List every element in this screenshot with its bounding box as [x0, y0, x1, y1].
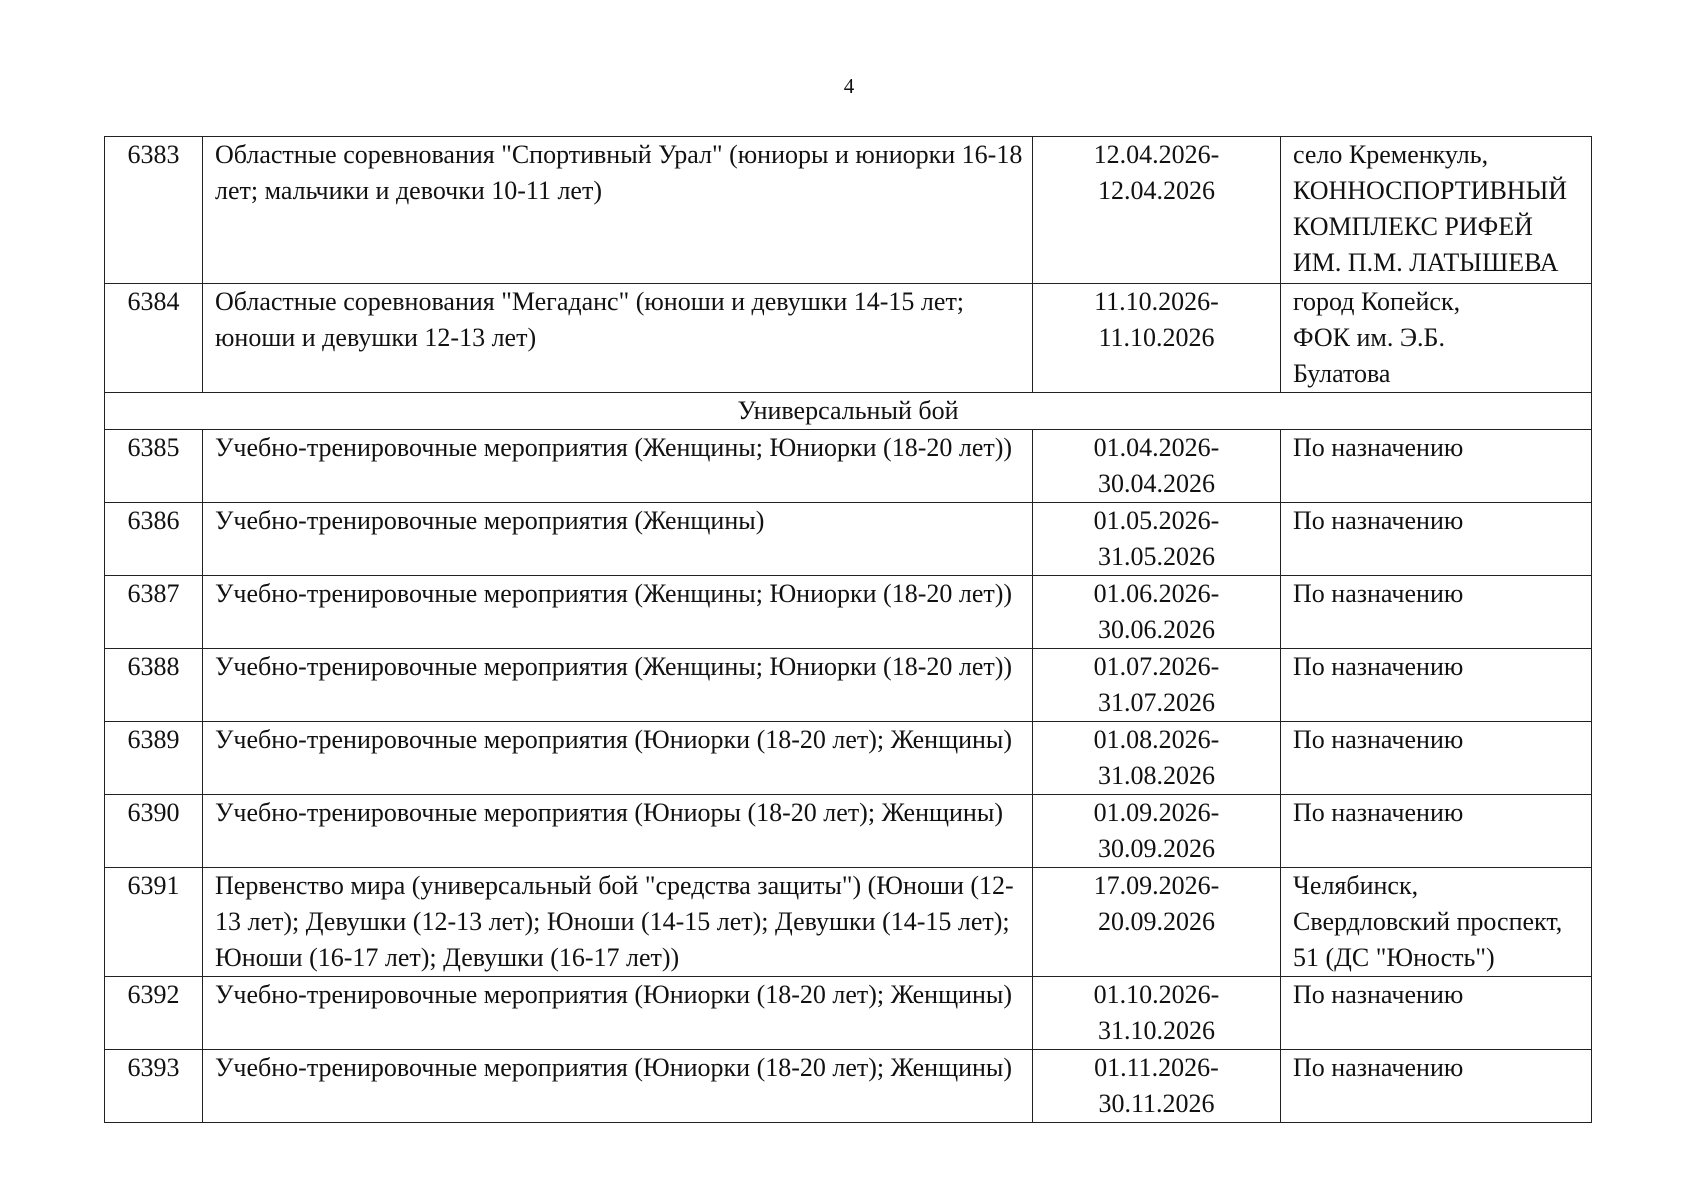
table-row	[105, 137, 1592, 284]
event-dates	[1033, 977, 1281, 1050]
date-end: 31.10.2026	[1098, 1016, 1215, 1045]
date-start: 01.11.2026-	[1094, 1053, 1219, 1082]
place-line: КОННОСПОРТИВНЫЙ	[1293, 176, 1568, 205]
place-line: По назначению	[1293, 980, 1464, 1009]
event-number: 6389	[105, 722, 203, 795]
place-line: По назначению	[1293, 433, 1464, 462]
place-line: Челябинск,	[1293, 871, 1419, 900]
date-start: 01.07.2026-	[1093, 652, 1220, 681]
event-number: 6391	[105, 868, 203, 977]
events-table	[104, 136, 1592, 1123]
event-dates	[1033, 576, 1281, 649]
event-number: 6388	[105, 649, 203, 722]
event-number: 6393	[105, 1050, 203, 1123]
event-dates	[1033, 137, 1281, 284]
event-number: 6384	[105, 284, 203, 393]
table-row	[105, 1050, 1592, 1123]
date-end: 31.05.2026	[1098, 542, 1215, 571]
event-dates	[1033, 722, 1281, 795]
date-end: 30.04.2026	[1098, 469, 1215, 498]
place-line: город Копейск,	[1293, 287, 1461, 316]
place-line: КОМПЛЕКС РИФЕЙ	[1293, 212, 1533, 241]
date-end: 31.08.2026	[1098, 761, 1215, 790]
table-row	[105, 430, 1592, 503]
table-row	[105, 649, 1592, 722]
event-place	[1281, 868, 1592, 977]
table-row	[105, 284, 1592, 393]
event-place	[1281, 795, 1592, 868]
date-start: 12.04.2026-	[1093, 140, 1220, 169]
date-start: 11.10.2026-	[1094, 287, 1219, 316]
table-row	[105, 977, 1592, 1050]
table-row	[105, 868, 1592, 977]
place-line: По назначению	[1293, 506, 1464, 535]
date-end: 20.09.2026	[1098, 907, 1215, 936]
event-dates	[1033, 503, 1281, 576]
place-line: 51 (ДС "Юность")	[1293, 943, 1495, 972]
place-line: Булатова	[1293, 359, 1391, 388]
place-line: По назначению	[1293, 798, 1464, 827]
place-line: По назначению	[1293, 725, 1464, 754]
date-end: 11.10.2026	[1098, 323, 1215, 352]
date-start: 01.08.2026-	[1093, 725, 1220, 754]
date-start: 01.09.2026-	[1093, 798, 1220, 827]
event-number: 6387	[105, 576, 203, 649]
date-end: 30.06.2026	[1098, 615, 1215, 644]
date-start: 01.06.2026-	[1093, 579, 1220, 608]
event-number: 6383	[105, 137, 203, 284]
place-line: По назначению	[1293, 652, 1464, 681]
place-line: ФОК им. Э.Б.	[1293, 323, 1445, 352]
table-row	[105, 722, 1592, 795]
event-place	[1281, 649, 1592, 722]
event-dates	[1033, 1050, 1281, 1123]
event-place	[1281, 430, 1592, 503]
event-number: 6392	[105, 977, 203, 1050]
event-dates	[1033, 795, 1281, 868]
date-start: 01.10.2026-	[1093, 980, 1220, 1009]
event-name: Учебно-тренировочные мероприятия (Женщины; Юниорки (18-20 лет))	[203, 576, 1033, 649]
date-start: 01.04.2026-	[1093, 433, 1220, 462]
place-line: По назначению	[1293, 579, 1464, 608]
event-dates	[1033, 868, 1281, 977]
page-number: 4	[843, 74, 855, 98]
event-name: Учебно-тренировочные мероприятия (Женщины; Юниорки (18-20 лет))	[203, 430, 1033, 503]
event-place	[1281, 503, 1592, 576]
date-start: 17.09.2026-	[1093, 871, 1220, 900]
event-name: Областные соревнования "Спортивный Урал" (юниоры и юниорки 16-18 лет; мальчики и девочки 10-11 лет)	[203, 137, 1033, 284]
event-name: Учебно-тренировочные мероприятия (Юниорки (18-20 лет); Женщины)	[203, 722, 1033, 795]
event-dates	[1033, 649, 1281, 722]
event-name: Учебно-тренировочные мероприятия (Юниорки (18-20 лет); Женщины)	[203, 1050, 1033, 1123]
event-place	[1281, 722, 1592, 795]
event-dates	[1033, 430, 1281, 503]
place-line: Свердловский проспект,	[1293, 907, 1563, 936]
event-number: 6390	[105, 795, 203, 868]
event-place	[1281, 977, 1592, 1050]
date-end: 12.04.2026	[1098, 176, 1215, 205]
section-title: Универсальный бой	[105, 393, 1592, 430]
event-name: Областные соревнования "Мегаданс" (юноши и девушки 14-15 лет; юноши и девушки 12-13 лет)	[203, 284, 1033, 393]
date-end: 30.11.2026	[1098, 1089, 1215, 1118]
event-name: Учебно-тренировочные мероприятия (Женщины)	[203, 503, 1033, 576]
event-place	[1281, 576, 1592, 649]
event-place	[1281, 284, 1592, 393]
place-line: село Кременкуль,	[1293, 140, 1489, 169]
event-name: Учебно-тренировочные мероприятия (Юниоры (18-20 лет); Женщины)	[203, 795, 1033, 868]
date-end: 31.07.2026	[1098, 688, 1215, 717]
event-dates	[1033, 284, 1281, 393]
event-place	[1281, 1050, 1592, 1123]
date-start: 01.05.2026-	[1093, 506, 1220, 535]
event-number: 6386	[105, 503, 203, 576]
event-name: Учебно-тренировочные мероприятия (Юниорки (18-20 лет); Женщины)	[203, 977, 1033, 1050]
events-table-container	[104, 136, 1591, 1123]
event-number: 6385	[105, 430, 203, 503]
place-line: По назначению	[1293, 1053, 1464, 1082]
section-row	[105, 393, 1592, 430]
event-name: Первенство мира (универсальный бой "средства защиты") (Юноши (12-13 лет); Девушки (12-13 лет); Юноши (14-15 лет); Девушки (14-15 лет); Юноши (16-17 лет); Девушки (16-17 лет))	[203, 868, 1033, 977]
date-end: 30.09.2026	[1098, 834, 1215, 863]
event-place	[1281, 137, 1592, 284]
place-line: ИМ. П.М. ЛАТЫШЕВА	[1293, 248, 1559, 277]
event-name: Учебно-тренировочные мероприятия (Женщины; Юниорки (18-20 лет))	[203, 649, 1033, 722]
table-row	[105, 795, 1592, 868]
table-row	[105, 576, 1592, 649]
table-row	[105, 503, 1592, 576]
